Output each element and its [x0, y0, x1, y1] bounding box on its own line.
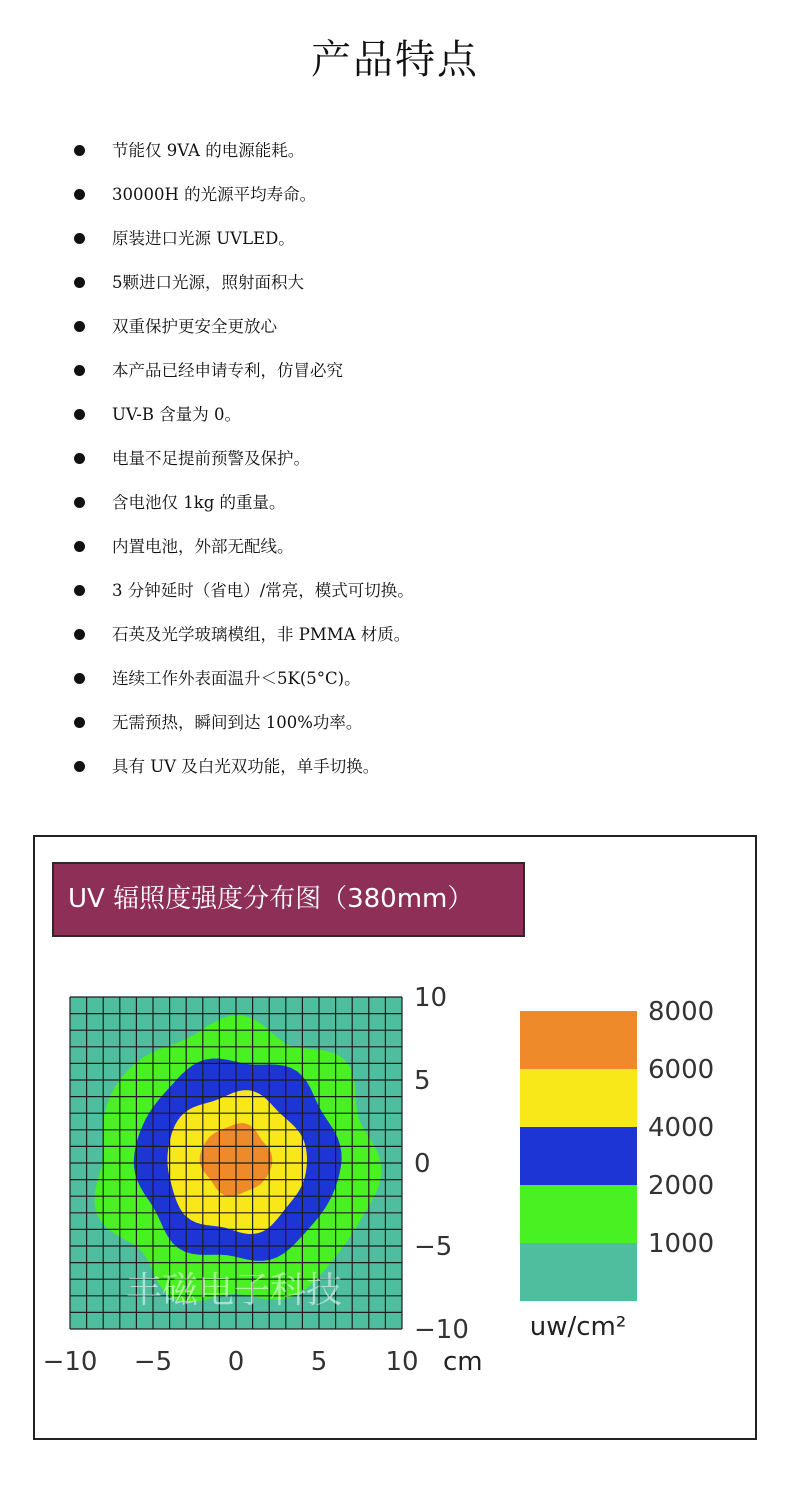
feature-text: 含电池仅 1kg 的重量。 [112, 493, 286, 512]
x-axis-label: cm [443, 1347, 483, 1377]
colorbar-band [520, 1127, 637, 1185]
x-tick-label: −5 [133, 1347, 173, 1377]
colorbar-unit: uw/cm² [529, 1312, 627, 1342]
feature-text: 双重保护更安全更放心 [112, 317, 277, 336]
feature-text: 30000H 的光源平均寿命。 [112, 185, 317, 204]
feature-text: 连续工作外表面温升＜5K(5°C)。 [112, 669, 361, 688]
feature-text: 本产品已经申请专利，仿冒必究 [112, 361, 343, 380]
y-tick-label: −5 [414, 1232, 453, 1262]
colorbar-label: 4000 [648, 1113, 715, 1143]
x-tick-label: 0 [227, 1347, 245, 1377]
x-tick-label: 5 [310, 1347, 328, 1377]
x-tick-label: −10 [42, 1347, 98, 1377]
feature-text: 5颗进口光源，照射面积大 [112, 273, 304, 292]
colorbar-label: 1000 [648, 1229, 715, 1259]
colorbar-label: 2000 [648, 1171, 715, 1201]
feature-text: 节能仅 9VA 的电源能耗。 [112, 141, 305, 160]
colorbar-label: 6000 [648, 1055, 715, 1085]
y-tick-label: −10 [414, 1315, 469, 1345]
feature-text: 石英及光学玻璃模组，非 PMMA 材质。 [112, 625, 411, 644]
feature-text: 3 分钟延时（省电）/常亮，模式可切换。 [112, 581, 414, 600]
y-tick-label: 5 [414, 1066, 431, 1096]
y-tick-label: 10 [414, 983, 448, 1013]
colorbar-band [520, 1011, 637, 1069]
feature-text: 内置电池，外部无配线。 [112, 537, 294, 556]
colorbar-label: 8000 [648, 997, 715, 1027]
page-title: 产品特点 [311, 37, 479, 83]
x-tick-label: 10 [385, 1347, 419, 1377]
feature-text: 电量不足提前预警及保护。 [112, 449, 310, 468]
watermark-text: 丰磁电子科技 [125, 1270, 343, 1311]
y-tick-label: 0 [414, 1149, 431, 1179]
colorbar-band [520, 1243, 637, 1301]
feature-text: 原装进口光源 UVLED。 [112, 229, 295, 248]
feature-text: UV-B 含量为 0。 [112, 405, 241, 424]
colorbar-band [520, 1069, 637, 1127]
colorbar-band [520, 1185, 637, 1243]
feature-text: 无需预热，瞬间到达 100%功率。 [112, 713, 363, 732]
chart-title: UV 辐照度强度分布图（380mm） [68, 884, 474, 914]
feature-text: 具有 UV 及白光双功能，单手切换。 [112, 757, 380, 776]
